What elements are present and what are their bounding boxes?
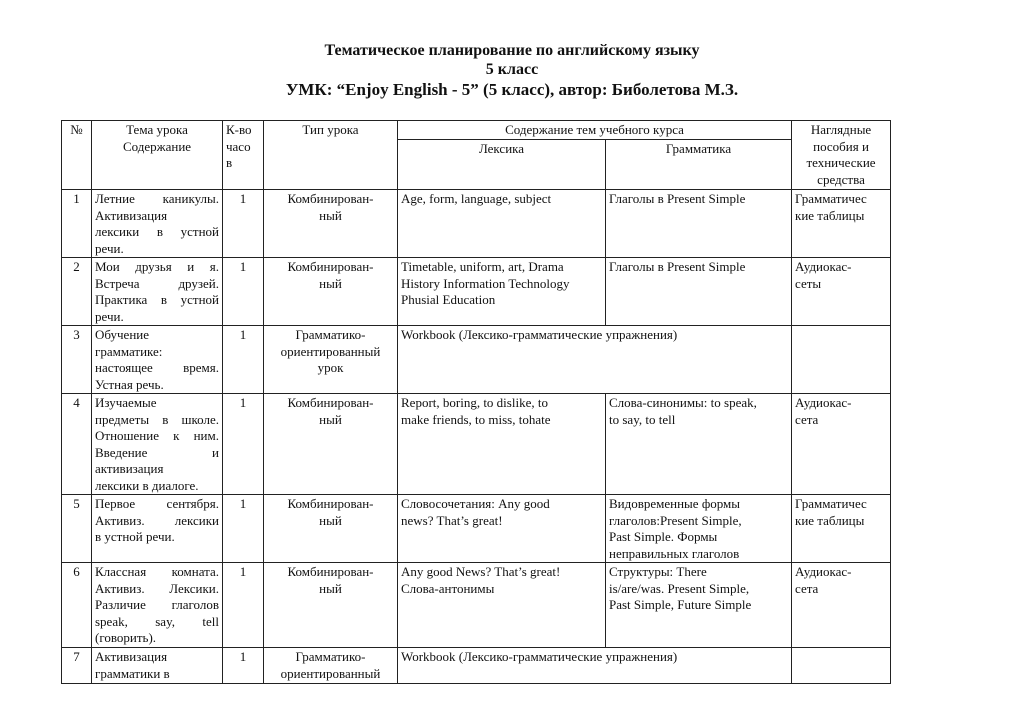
topic-cell (92, 563, 223, 648)
grammar-cell (606, 190, 792, 258)
lesson-type-cell (264, 326, 398, 394)
topic-line: грамматики в (95, 665, 170, 681)
topic-cell (92, 394, 223, 495)
aids-line: Аудиокас- (795, 259, 852, 274)
lexis-line: History Information Technology (401, 275, 570, 291)
aids-cell (792, 394, 891, 495)
type-line: ный (319, 512, 342, 528)
topic-line: Классная комната. (95, 564, 219, 579)
grammar-cell (606, 258, 792, 326)
topic-line: предметы в школе. (95, 411, 219, 427)
grammar-cell (606, 563, 792, 648)
header-hours: К-во часо в (223, 121, 264, 190)
type-line: Комбинирован- (287, 191, 374, 206)
lexis-line: Словосочетания: Any good (401, 496, 550, 511)
lexis-cell (398, 190, 606, 258)
aids-cell (792, 495, 891, 563)
hours-cell: 1 (223, 495, 264, 563)
type-line: ориентированный (280, 343, 381, 359)
type-line: Комбинирован- (287, 259, 374, 274)
aids-line: кие таблицы (795, 512, 865, 528)
aids-line: сета (795, 411, 819, 427)
topic-line: Отношение к ним. (95, 428, 219, 443)
document-title (0, 41, 1024, 99)
table-row (62, 648, 891, 684)
topic-line: в устной речи. (95, 529, 175, 544)
aids-line: Аудиокас- (795, 564, 852, 579)
lexis-line: Слова-антонимы (401, 580, 495, 596)
topic-cell (92, 326, 223, 394)
aids-line: кие таблицы (795, 207, 865, 223)
lexis-line: news? That’s great! (401, 512, 503, 528)
topic-line: активизация (95, 461, 164, 476)
header-grammar: Грамматика (606, 140, 792, 190)
topic-line: Мои друзья и я. (95, 259, 219, 274)
grammar-line: неправильных глаголов (609, 545, 740, 561)
hours-cell: 1 (223, 190, 264, 258)
topic-line: Встреча друзей. (95, 275, 219, 291)
aids-line: сеты (795, 275, 822, 291)
row-number: 2 (62, 258, 92, 326)
topic-line: настоящее время. (95, 360, 219, 375)
workbook-cell: Workbook (Лексико-грамматические упражнения) (398, 326, 792, 394)
header-num: № (62, 121, 92, 190)
type-line: Грамматико- (295, 649, 366, 664)
topic-line: речи. (95, 308, 124, 324)
hours-cell: 1 (223, 394, 264, 495)
hours-cell: 1 (223, 563, 264, 648)
lexis-line: Phusial Education (401, 292, 496, 307)
type-line: ориентированный (280, 665, 381, 681)
lesson-type-cell (264, 648, 398, 684)
topic-line: Активизация (95, 649, 168, 664)
table-row (62, 258, 891, 326)
topic-line: Летние каникулы. (95, 191, 219, 206)
row-number: 3 (62, 326, 92, 394)
grammar-line: Структуры: There (609, 564, 707, 579)
lexis-cell (398, 563, 606, 648)
row-number: 1 (62, 190, 92, 258)
topic-line: Обучение (95, 327, 149, 342)
grammar-line: Видовременные формы (609, 496, 741, 511)
grammar-line: Past Simple. Формы (609, 529, 718, 544)
topic-line: лексики в диалоге. (95, 477, 199, 493)
header-type: Тип урока (264, 121, 398, 190)
topic-line: Введение и (95, 444, 219, 460)
hours-cell: 1 (223, 326, 264, 394)
type-line: ный (319, 275, 342, 291)
header-content: Содержание тем учебного курса (398, 121, 792, 140)
lexis-cell (398, 394, 606, 495)
table-row (62, 326, 891, 394)
grammar-line: Глаголы в Present Simple (609, 259, 746, 274)
type-line: ный (319, 411, 342, 427)
aids-cell (792, 326, 891, 394)
topic-line: speak, say, tell (95, 613, 219, 629)
aids-line: Грамматичес (795, 496, 867, 511)
lesson-type-cell (264, 258, 398, 326)
table-row (62, 563, 891, 648)
title-line-1: Тематическое планирование по английскому языку (324, 42, 700, 59)
row-number: 6 (62, 563, 92, 648)
row-number: 4 (62, 394, 92, 495)
lexis-line: Age, form, language, subject (401, 191, 552, 206)
row-number: 7 (62, 648, 92, 684)
type-line: ный (319, 580, 342, 596)
grammar-cell (606, 394, 792, 495)
hours-cell: 1 (223, 258, 264, 326)
header-topic: Тема урока Содержание (92, 121, 223, 190)
aids-line: Грамматичес (795, 191, 867, 206)
type-line: Комбинирован- (287, 395, 374, 410)
table-row (62, 394, 891, 495)
topic-cell (92, 258, 223, 326)
planning-table (61, 120, 891, 684)
lexis-line: make friends, to miss, tohate (401, 411, 551, 427)
topic-line: Практика в устной (95, 292, 219, 307)
topic-line: речи. (95, 240, 124, 256)
topic-line: Изучаемые (95, 395, 157, 410)
aids-cell (792, 190, 891, 258)
hours-cell: 1 (223, 648, 264, 684)
grammar-line: Past Simple, Future Simple (609, 597, 752, 612)
aids-cell (792, 648, 891, 684)
topic-line: Активиз. Лексики. (95, 580, 219, 596)
aids-cell (792, 563, 891, 648)
workbook-cell: Workbook (Лексико-грамматические упражнения) (398, 648, 792, 684)
topic-cell (92, 648, 223, 684)
aids-cell (792, 258, 891, 326)
type-line: урок (317, 360, 344, 375)
table-row (62, 190, 891, 258)
aids-line: Аудиокас- (795, 395, 852, 410)
grammar-cell (606, 495, 792, 563)
topic-cell (92, 495, 223, 563)
header-aids: Наглядные пособия и технические средства (792, 121, 891, 190)
topic-line: грамматике: (95, 343, 163, 359)
topic-line: Устная речь. (95, 376, 164, 392)
row-number: 5 (62, 495, 92, 563)
table-row (62, 495, 891, 563)
lesson-type-cell (264, 563, 398, 648)
lexis-line: Timetable, uniform, art, Drama (401, 259, 564, 274)
header-lexis: Лексика (398, 140, 606, 190)
aids-line: сета (795, 580, 819, 596)
type-line: Грамматико- (295, 327, 366, 342)
header-row-1 (62, 121, 891, 140)
lexis-cell (398, 258, 606, 326)
topic-line: (говорить). (95, 630, 157, 645)
type-line: Комбинирован- (287, 496, 374, 511)
topic-cell (92, 190, 223, 258)
topic-line: Активизация (95, 207, 168, 223)
lesson-type-cell (264, 394, 398, 495)
lexis-cell (398, 495, 606, 563)
lesson-type-cell (264, 190, 398, 258)
topic-line: Активиз. лексики (95, 512, 219, 528)
grammar-line: is/are/was. Present Simple, (609, 580, 750, 596)
grammar-line: Глаголы в Present Simple (609, 191, 746, 206)
grammar-line: глаголов:Present Simple, (609, 512, 742, 528)
grammar-line: Слова-синонимы: to speak, (609, 395, 757, 410)
type-line: Комбинирован- (287, 564, 374, 579)
lexis-line: Any good News? That’s great! (401, 564, 561, 579)
type-line: ный (319, 207, 342, 223)
topic-line: Различие глаголов (95, 597, 219, 612)
title-line-2: 5 класс (485, 61, 539, 78)
lesson-type-cell (264, 495, 398, 563)
lexis-line: Report, boring, to dislike, to (401, 395, 548, 410)
topic-line: лексики в устной (95, 224, 219, 239)
topic-line: Первое сентября. (95, 496, 219, 511)
grammar-line: to say, to tell (609, 411, 676, 427)
title-line-3: УМК: “Enjoy English - 5” (5 класс), автор: Биболетова М.З. (285, 80, 739, 99)
